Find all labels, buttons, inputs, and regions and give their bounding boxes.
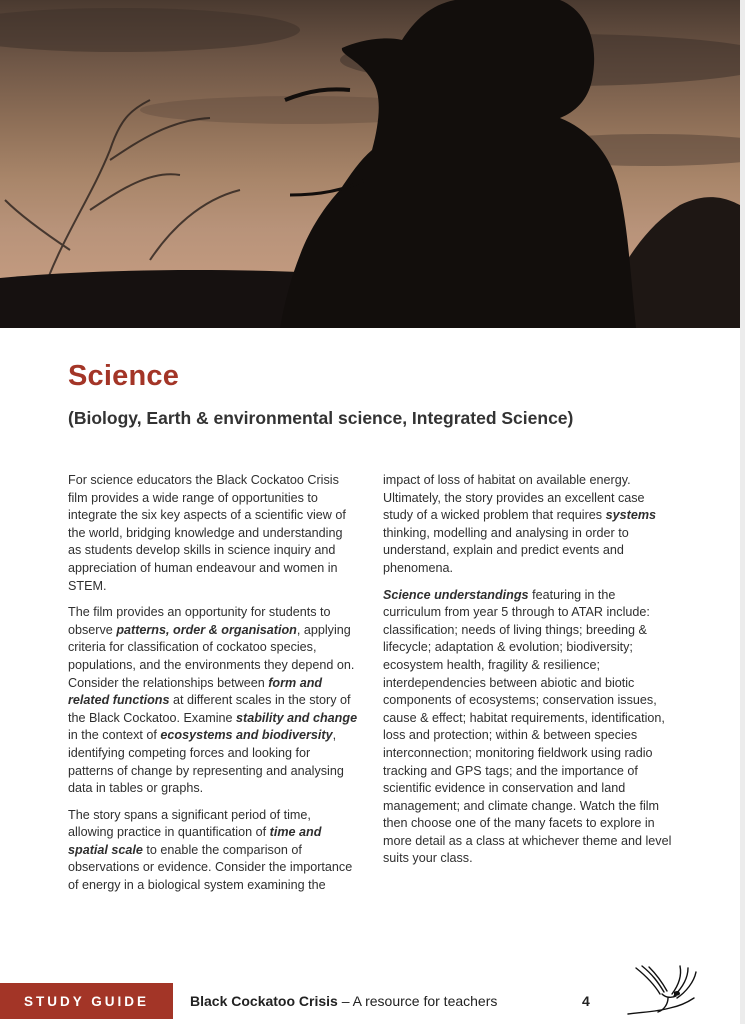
- study-guide-band: STUDY GUIDE: [0, 983, 173, 1019]
- paragraph: Science understandings featuring in the curriculum from year 5 through to ATAR include: classification; needs of living things; breeding & lifecycle; adaptation & evolution; biodiversity; ecosystem health, fragility & resilience; interdependencies between abiotic and biotic components of ecosystems; conservation issues, cause & effect; habitat requirements, identification, loss and protection; within & between species interconnection; monitoring fieldwork using radio tracking and GPS tags; and the importance of scientific evidence in conservation and land management; and climate change. Watch the film then choose one of the many facets to explore in more detail as a class at whichever theme and level suits your class.: [383, 587, 672, 866]
- cockatoo-logo-icon: [622, 962, 706, 1018]
- paragraph: The film provides an opportunity for students to observe patterns, order & organisation, applying criteria for classification of cockatoo species, populations, and the environments they depend on. Consider the relationships between form and related functions at different scales in the story of the Black Cockatoo. Examine stability and change in the context of ecosystems and biodiversity, identifying competing forces and looking for patterns of change by representing and analysing data in tables or graphs.: [68, 605, 358, 796]
- page-number: 4: [582, 993, 590, 1009]
- footer-doc-title: Black Cockatoo Crisis – A resource for teachers: [190, 993, 498, 1009]
- page-edge: [740, 0, 745, 1024]
- paragraph: For science educators the Black Cockatoo Crisis film provides a wide range of opportunities to integrate the six key aspects of a scientific view of the world, bridging knowledge and understanding as students develop skills in science inquiry and appreciation of human endeavour and women in STEM.: [68, 473, 346, 593]
- paragraph: impact of loss of habitat on available energy. Ultimately, the story provides an excellent case study of a wicked problem that requires systems thinking, modelling and analysing in order to understand, explain and predict events and phenomena.: [383, 473, 657, 575]
- hero-photo: [0, 0, 740, 328]
- text-column-left: [68, 472, 358, 904]
- silhouette-binoculars-photo: [0, 0, 740, 328]
- page-title: Science: [68, 360, 180, 392]
- page-subtitle: (Biology, Earth & environmental science, Integrated Science): [68, 408, 574, 428]
- paragraph: The story spans a significant period of time, allowing practice in quantification of time and spatial scale to enable the comparison of observations or evidence. Consider the importance of energy in a biological system examining the: [68, 807, 353, 893]
- text-column-right: [383, 472, 673, 877]
